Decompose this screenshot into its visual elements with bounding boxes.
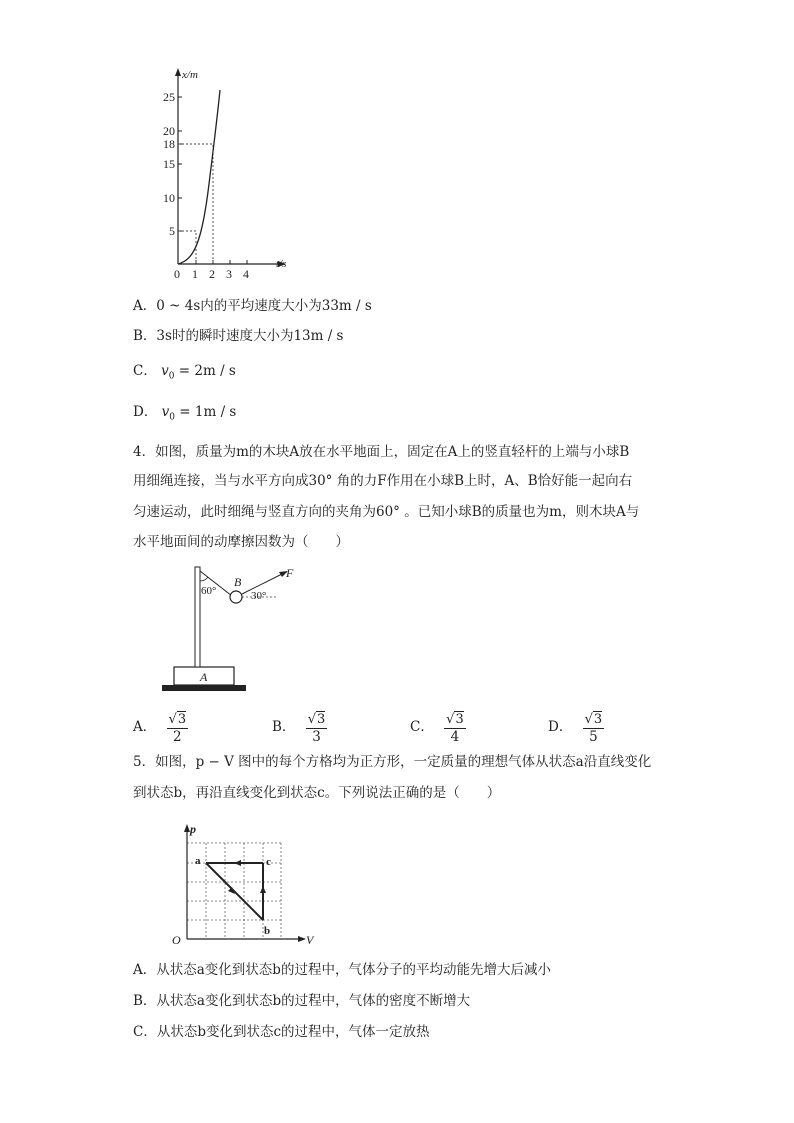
angle-30-label: 30° (251, 590, 267, 602)
q5-stem-line1: 5．如图，p − V 图中的每个方格均为正方形，一定质量的理想气体从状态a沿直线变化 (133, 754, 652, 770)
q5-option-c: C．从状态b变化到状态c的过程中，气体一定放热 (133, 1024, 430, 1040)
y-label: x/m (182, 69, 198, 81)
p-axis-label: p (190, 822, 196, 836)
rod (195, 567, 200, 667)
y-tick-label-10: 10 (163, 191, 175, 205)
q5-option-b: B．从状态a变化到状态b的过程中，气体的密度不断增大 (133, 993, 471, 1009)
point-c-label: c (266, 856, 271, 868)
y-axis-arrow (175, 68, 181, 76)
x-label: t/s (276, 258, 287, 270)
v-axis-arrow (298, 936, 306, 942)
y-tick-label-18: 18 (163, 137, 175, 151)
point-b-label: b (264, 925, 271, 937)
x-tick-label-0: 0 (174, 267, 180, 280)
y-tick-label-25: 25 (163, 90, 175, 104)
q4-figure (160, 563, 310, 695)
origin-label: O (172, 933, 181, 947)
q3-option-b: B．3s时的瞬时速度大小为13m / s (133, 328, 344, 344)
q4-option-b-fraction: $\frac{√3}{3}$ (307, 711, 326, 745)
q4-option-a-fraction: $\frac{√3}{2}$ (168, 711, 187, 745)
q5-pv-figure (170, 822, 320, 948)
v-axis-label: V (306, 933, 314, 947)
q4-option-d: D． $\frac{√3}{5}$ (548, 711, 603, 745)
q4-option-c: C． $\frac{√3}{4}$ (410, 711, 464, 745)
xt-graph (160, 64, 300, 280)
ball-b (230, 591, 242, 603)
y-tick-label-20: 20 (163, 124, 175, 138)
x-tick-label-2: 2 (209, 267, 215, 280)
path-a-b (206, 863, 263, 920)
arrow-c-a (234, 860, 241, 866)
ground (162, 685, 246, 691)
point-a-label: a (195, 855, 201, 867)
q5-option-a: A．从状态a变化到状态b的过程中，气体分子的平均动能先增大后减小 (133, 962, 551, 978)
q3-option-c: C． $v_0 = 2m / s$ (133, 363, 236, 382)
x-tick-label-4: 4 (243, 267, 249, 280)
angle-arc-60 (200, 577, 208, 581)
force-f-label: F (286, 566, 294, 580)
q4-option-b: B． $\frac{√3}{3}$ (272, 711, 326, 745)
q4-stem-line4: 水平地面间的动摩擦因数为（ ） (133, 534, 349, 550)
block-a-label: A (200, 670, 208, 684)
q3-option-a: A．0 ~ 4s内的平均速度大小为33m / s (133, 298, 372, 314)
q4-option-a: A． $\frac{√3}{2}$ (133, 711, 187, 745)
q5-stem-line2: 到状态b，再沿直线变化到状态c。下列说法正确的是（ ） (133, 785, 501, 801)
y-ticks (178, 97, 182, 231)
angle-60-label: 60° (201, 585, 217, 597)
q4-stem-line3: 匀速运动，此时细绳与竖直方向的夹角为60° 。已知小球B的质量也为m，则木块A与 (133, 504, 640, 520)
q3-option-d: D． $v_0 = 1m / s$ (133, 404, 237, 423)
x-tick-label-3: 3 (226, 267, 232, 280)
arrow-b-c (260, 886, 266, 893)
xt-curve (178, 90, 220, 264)
y-tick-label-5: 5 (169, 224, 175, 238)
q4-stem-line2: 用细绳连接，当与水平方向成30° 角的力F作用在小球B上时，A、B恰好能一起向右 (133, 473, 633, 489)
q4-stem-line1: 4．如图，质量为m的木块A放在水平地面上，固定在A上的竖直轻杆的上端与小球B (133, 444, 630, 460)
ball-b-label: B (234, 575, 242, 589)
x-tick-label-1: 1 (192, 267, 198, 280)
y-tick-label-15: 15 (163, 157, 175, 171)
q4-option-d-fraction: $\frac{√3}{5}$ (584, 711, 603, 745)
q4-option-c-fraction: $\frac{√3}{4}$ (446, 711, 464, 745)
